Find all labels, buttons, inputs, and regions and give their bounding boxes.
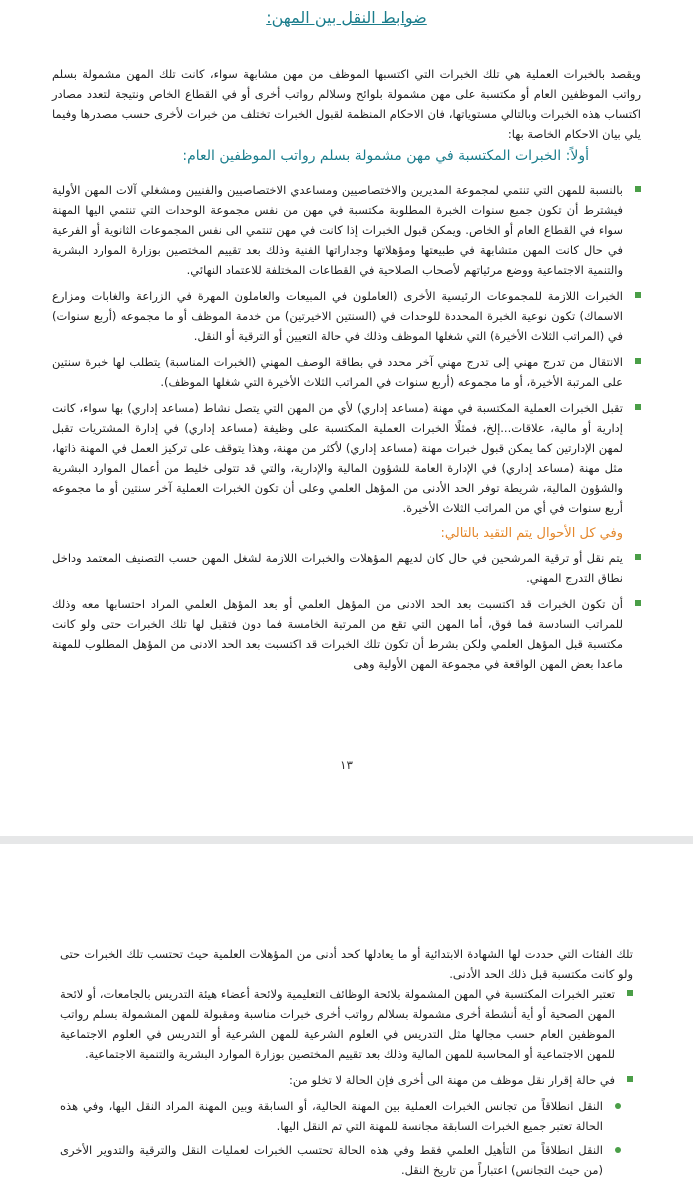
list-item: الخبرات اللازمة للمجموعات الرئيسية الأخرى (العاملون في المبيعات والعاملون المهرة في الزراعة والغابات ومزارع الاسماك) تكون نوعية الخبرة المحددة للوحدات في (السنتين الاخيرتين) من خدمة الموظف أو ما مجموعه (أربع سنوات) في (المراتب الثلاث الأخيرة) التي شغلها الموظف وذلك في حالة التعيين أو الترقية أو النقل. [52, 286, 641, 346]
page-content [60, 944, 633, 1184]
page-title: ضوابط النقل بين المهن: [266, 8, 427, 27]
list-item: تقبل الخبرات العملية المكتسبة في مهنة (مساعد إداري) لأي من المهن التي يتصل نشاط (مساعد إداري) بها سواء، كانت إدارية أو مالية، علاقات...إلخ، فمثلًا الخبرات العملية المكتسبة على وظيفة (مساعد إداري) في إدارة المشتريات تقبل لمهن الإدارتين كما يمكن قبول خبرات مهنة (مساعد إداري) لأكثر من مهنة، وهذا يتوقف على تركيز العمل في المهنة ذاتها، مثل مهنة (مساعد إداري) في الإدارة العامة للشؤون المالية والإدارية، والتي قد تتولى خليط من أعمال الموارد البشرية والشؤون المالية، شريطة توفر الحد الأدنى من المؤهل العلمي وعلى أن تكون الخبرات العملية آخر سنتين أو ما مجموعه أربع سنوات في أي من المراتب الثلاث الأخيرة. [52, 398, 641, 518]
section-heading: أولاً: الخبرات المكتسبة في مهن مشمولة بسلم رواتب الموظفين العام: [182, 148, 589, 164]
document-page-14 [0, 844, 693, 1200]
page-content [52, 8, 641, 680]
orange-subheading: وفي كل الأحوال يتم التقيد بالتالي: [440, 526, 623, 541]
square-bullet-icon [635, 554, 641, 560]
sub-bullet-list [52, 548, 641, 674]
list-item: تعتبر الخبرات المكتسبة في المهن المشمولة بلائحة الوظائف التعليمية ولائحة أعضاء هيئة التدريس بالجامعات، أو لائحة المهن الصحية أو أية أنشطة أخرى مشمولة بسلالم رواتب أخرى خبرات مناسبة ومقبولة للمهن المشمولة بسلم رواتب الموظفين العام حسب مجالها مثل التدريس في العلوم الشرعية للمهن الشرعية أو التدريس في العلوم الاجتماعية للمهن الاجتماعية أو المحاسبة للمهن المالية وذلك بعد تقييم المختصين بوزارة الموارد البشرية والتنمية الاجتماعية. [60, 984, 633, 1064]
square-bullet-icon [635, 186, 641, 192]
list-item: يتم نقل أو ترقية المرشحين في حال كان لديهم المؤهلات والخبرات اللازمة لشغل المهن حسب التصنيف المعتمد وداخل نطاق التدرج المهني. [52, 548, 641, 588]
list-item: الانتقال من تدرج مهني إلى تدرج مهني آخر محدد في بطاقة الوصف المهني (الخبرات المناسبة) يتطلب لها خبرة سنتين على المرتبة الأخيرة، أو ما مجموعه (أربع سنوات في المراتب الثلاث الأخيرة التي شغلها الموظف). [52, 352, 641, 392]
intro-paragraph: ويقصد بالخبرات العملية هي تلك الخبرات التي اكتسبها الموظف من مهن مشابهة سواء، كانت تلك المهن مشمولة بسلم رواتب الموظفين العام أو مكتسبة على مهن مشمولة بلوائح وسلالم رواتب أخرى أو في القطاع الخاص ونتيجة لتعدد مصادر اكتساب هذه الخبرات وبالتالي مستوياتها، فان الاحكام المنظمة لقبول الخبرات تختلف من خبرات لأخرى حسب مصدرها وفيما يلي بيان الاحكام الخاصة بها: [52, 67, 641, 141]
list-item: في حالة إقرار نقل موظف من مهنة الى أخرى فإن الحالة لا تخلو من: [60, 1070, 633, 1090]
square-bullet-icon [635, 292, 641, 298]
list-item: أن تكون الخبرات قد اكتسبت بعد الحد الادنى من المؤهل العلمي أو بعد المؤهل العلمي المراد احتسابها معه وذلك للمراتب السادسة فما فوق، أما المهن التي تقع من المرتبة الخامسة فما دون فتقبل لها تلك الخبرات حتى ولو كانت مكتسبة قبل المؤهل العلمي ولكن بشرط أن تكون تلك الخبرات قد اكتسبت بعد الحد الادنى من المؤهل المطلوب للمهنة ماعدا بعض المهن الواقعة في مجموعة المهن الأولية وهى [52, 594, 641, 674]
page-number: ١٣ [340, 758, 353, 772]
round-bullet-icon [615, 1103, 621, 1109]
bullet-list [60, 984, 633, 1090]
square-bullet-icon [635, 404, 641, 410]
round-bullet-icon [615, 1147, 621, 1153]
square-bullet-icon [635, 358, 641, 364]
bullet-list [52, 180, 641, 518]
round-bullet-list [60, 1096, 633, 1180]
list-item: النقل انطلاقاً من تجانس الخبرات العملية بين المهنة الحالية، أو السابقة وبين المهنة المراد النقل اليها، وفي هذه الحالة تعتبر جميع الخبرات السابقة مجانسة للمهنة التي تم النقل اليها. [60, 1096, 633, 1136]
square-bullet-icon [627, 1076, 633, 1082]
list-item: بالنسبة للمهن التي تنتمي لمجموعة المديرين والاختصاصيين ومساعدي الاختصاصيين والفنيين ومشغلي آلات المهن الأولية فيشترط أن تكون جميع سنوات الخبرة المطلوبة مكتسبة في مهن من نفس مجموعة الوحدات التي تنتمي اليها المهنة سواء في القطاع العام أو الخاص. ويمكن قبول الخبرات إذا كانت في مهن تنتمي الى نفس المجموعات الثانوية أو الفرعية في حال كانت المهن متشابهة في طبيعتها ومؤهلاتها وجداراتها الفنية وذلك بعد تقييم المختصين بوزارة الموارد البشرية والتنمية الاجتماعية ووضع مرئياتهم لأصحاب الصلاحية في القطاعات المختلفة للاعتماد النهائي. [52, 180, 641, 280]
square-bullet-icon [635, 600, 641, 606]
list-item: النقل انطلاقاً من التأهيل العلمي فقط وفي هذه الحالة تحتسب الخبرات لعمليات النقل والترقية والتدوير الأخرى (من حيث التجانس) اعتباراً من تاريخ النقل. [60, 1140, 633, 1180]
continuation-paragraph: تلك الفئات التي حددت لها الشهادة الابتدائية أو ما يعادلها كحد أدنى من المؤهلات العلمية حيث تحتسب تلك الخبرات حتى ولو كانت مكتسبة قبل ذلك الحد الأدنى. [60, 947, 633, 981]
square-bullet-icon [627, 990, 633, 996]
